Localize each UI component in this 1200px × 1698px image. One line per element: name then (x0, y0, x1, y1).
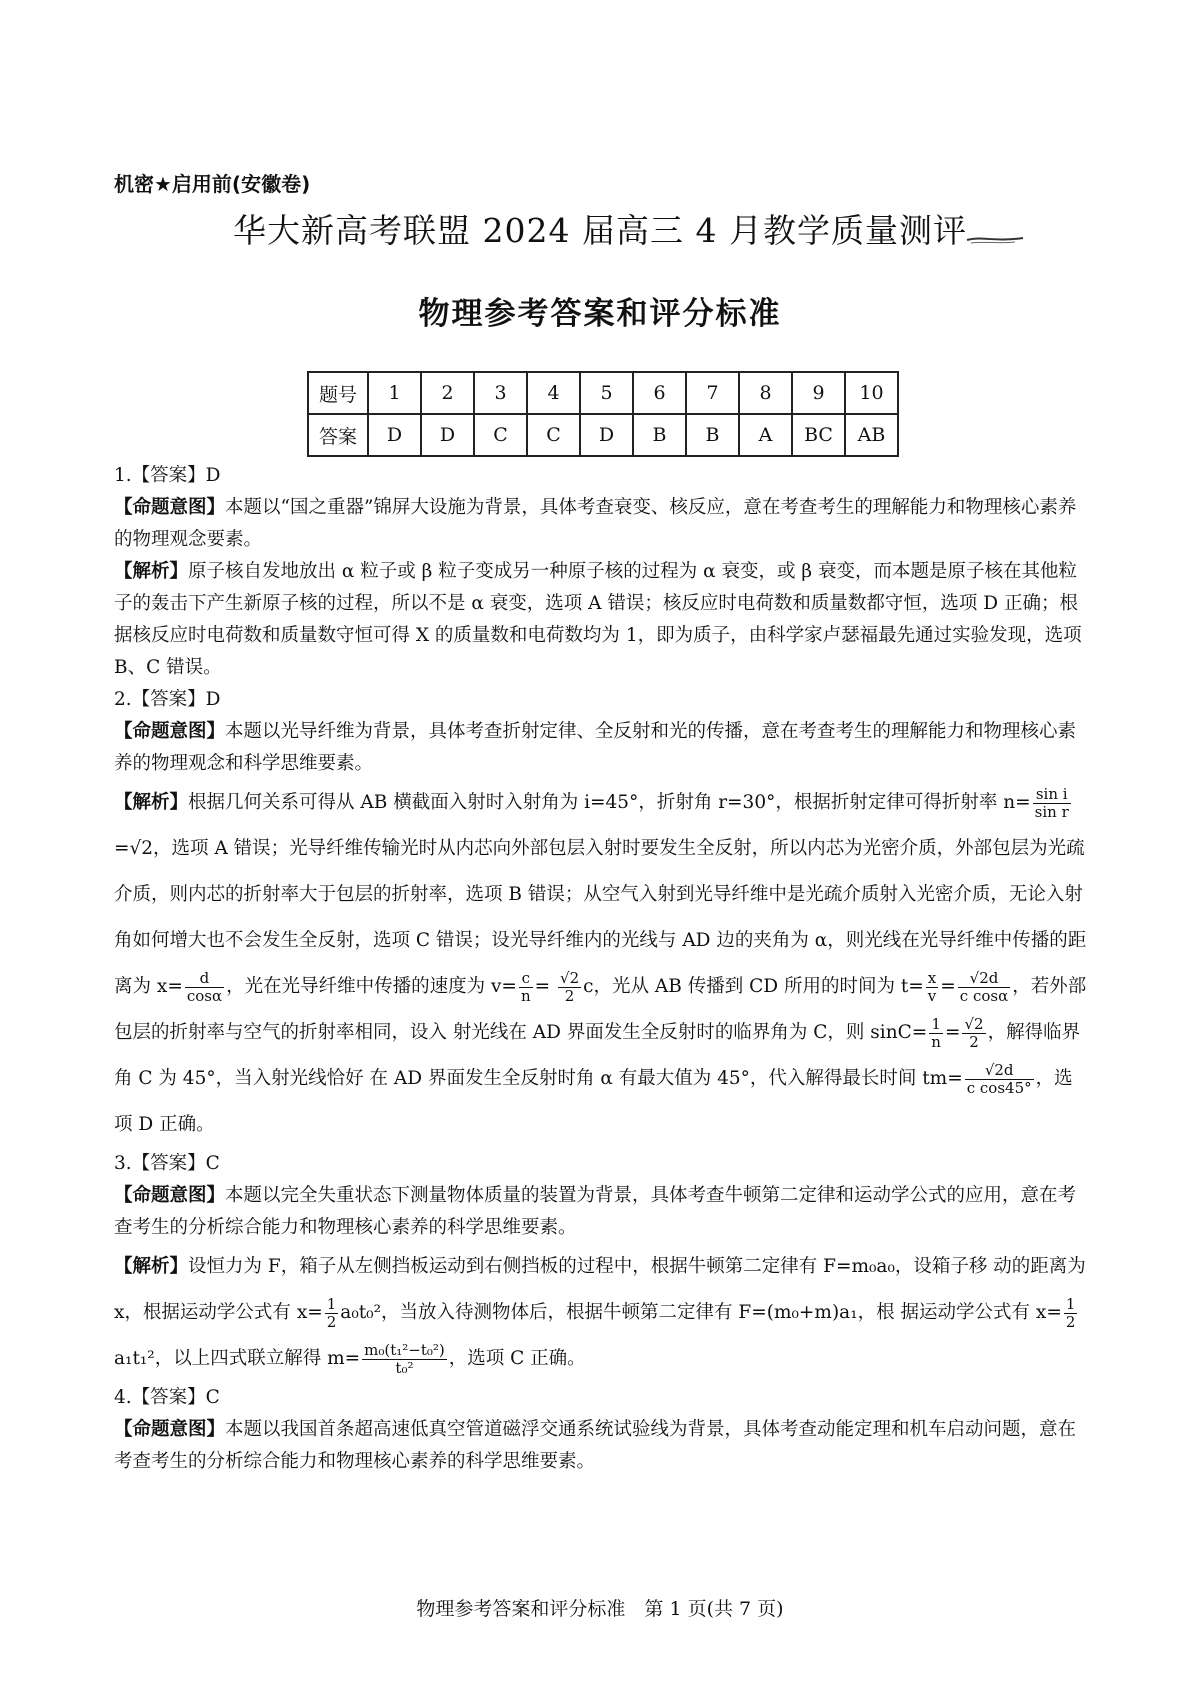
q2-formula-text: =√2，选项 A 错误；光导纤维传输光时从内芯向外部包层入射时要发生全反射，所以内芯为光密介质，外部包层为光疏介质，则内芯的折射率大于包层的折射率，选项 B 错误；从空气入射到光导纤维中是光疏介质射入光密介质，无论入射角如何增大也不会发生全反射，选项 C 错误；设光导纤维内的光线与 (114, 838, 1085, 951)
q4-intent (114, 1414, 1090, 1478)
document-subtitle: 物理参考答案和评分标准 (418, 296, 782, 332)
q2-analysis-text: 根据几何关系可得从 AB 横截面入射时入射角为 i=45°，折射角 r=30°，根据折射定律可得折射率 (188, 792, 998, 813)
fraction (519, 970, 533, 1005)
fraction-denominator: n (931, 1032, 941, 1051)
fraction-numerator: √2d (958, 970, 1010, 988)
fraction (926, 970, 938, 1005)
intent-tag: 【命题意图】 (114, 1419, 226, 1440)
q2-formula-text: = (534, 976, 551, 997)
answer-table (307, 371, 899, 457)
fraction-denominator: 2 (969, 1032, 979, 1051)
analysis-tag: 【解析】 (114, 1256, 189, 1277)
fraction-numerator: √2 (560, 968, 580, 987)
fraction-numerator: √2d (965, 1062, 1034, 1080)
fraction-denominator: v (927, 986, 937, 1005)
confidential-label: 机密★启用前(安徽卷) (114, 172, 311, 196)
row-label-answer: 答案 (308, 414, 368, 456)
table-cell: 7 (686, 372, 739, 414)
fraction-numerator: 1 (929, 1016, 943, 1034)
q2-formula-text: ，若外部包层的折射率与空气的折射率相同，设入 (114, 976, 1087, 1043)
fraction-denominator: t₀² (395, 1358, 414, 1377)
fraction (962, 1016, 985, 1051)
fraction-denominator: cosα (186, 986, 223, 1005)
fraction-numerator: m₀(t₁²−t₀²) (364, 1340, 445, 1359)
table-cell: 9 (792, 372, 845, 414)
fraction (558, 970, 581, 1005)
table-cell: AB (845, 414, 898, 456)
table-cell: BC (792, 414, 845, 456)
table-cell: 8 (739, 372, 792, 414)
answer-body (114, 460, 1090, 1478)
page-footer: 物理参考答案和评分标准 第 1 页(共 7 页) (416, 1598, 784, 1620)
table-cell: 1 (368, 372, 421, 414)
q3-answer-heading: 3.【答案】C (114, 1153, 220, 1174)
q1-intent (114, 492, 1090, 556)
q1-answer-heading: 1.【答案】D (114, 465, 221, 486)
fraction-numerator: d (185, 970, 224, 988)
fraction-denominator: 2 (564, 986, 575, 1005)
fraction (185, 970, 224, 1005)
table-cell: 10 (845, 372, 898, 414)
q4-answer-heading: 4.【答案】C (114, 1387, 220, 1408)
q2-formula-text: = (944, 1022, 961, 1043)
fraction (1033, 786, 1071, 821)
q1-analysis-text: 原子核自发地放出 α 粒子或 β 粒子变成另一种原子核的过程为 α 衰变，或 β 衰变，而本题是原子核在其他粒子的轰击下产生新原子核的过程，所以不是 α 衰变，选项 A 错误；核反应时电荷数和质量数都守恒，选项 D 正确；根据核反应时电荷数和质量数守恒可得 X 的质量数和电荷数均为 1，即为质子，由科学家卢瑟福最先通过实验发现，选项 B、C 错误。 (114, 561, 1082, 678)
fraction-denominator: 2 (326, 1312, 337, 1331)
table-cell: 3 (474, 372, 527, 414)
table-cell: C (527, 414, 580, 456)
table-cell: D (421, 414, 474, 456)
intent-tag: 【命题意图】 (114, 497, 226, 518)
intent-tag: 【命题意图】 (114, 721, 226, 742)
table-cell: B (633, 414, 686, 456)
q2-analysis (114, 780, 1090, 1148)
table-row (308, 372, 898, 414)
fraction-denominator: c cosα (959, 986, 1009, 1005)
exam-title: 华大新高考联盟 2024 届高三 4 月教学质量测评 (233, 211, 967, 250)
q2-formula-text: 在 AD 界面发生全反射时角 α 有最大值为 45°，代入解得最长时间 tm= (369, 1068, 963, 1089)
table-cell: B (686, 414, 739, 456)
analysis-tag: 【解析】 (114, 792, 189, 813)
q2-formula-text: ，解得临界角 C 为 45°，当入射光线恰好 (114, 1022, 1081, 1089)
fraction (965, 1062, 1034, 1097)
q2-formula-text: n= (1003, 792, 1031, 813)
q2-intent-text: 本题以光导纤维为背景，具体考查折射定律、全反射和光的传播，意在考查考生的理解能力和物理核心素养的物理观念和科学思维要素。 (114, 721, 1077, 774)
q2-formula-text: ，光在光导纤维中传播的速度为 v= (226, 976, 517, 997)
q3-formula-text: a₁t₁²，以上四式联立解得 m= (114, 1348, 361, 1369)
fraction (929, 1016, 943, 1051)
fraction (362, 1342, 447, 1377)
q1-intent-text: 本题以“国之重器”锦屏大设施为背景，具体考查衰变、核反应，意在考查考生的理解能力和物理核心素养的物理观念要素。 (114, 497, 1077, 550)
table-cell: 6 (633, 372, 686, 414)
table-cell: 5 (580, 372, 633, 414)
intent-tag: 【命题意图】 (114, 1185, 226, 1206)
row-label-number: 题号 (308, 372, 368, 414)
table-cell: C (474, 414, 527, 456)
table-cell: 4 (527, 372, 580, 414)
fraction (1064, 1296, 1078, 1331)
table-cell: A (739, 414, 792, 456)
q2-formula-text: 射光线在 AD 界面发生全反射时的临界角为 C，则 sinC= (452, 1022, 928, 1043)
q3-intent-text: 本题以完全失重状态下测量物体质量的装置为背景，具体考查牛顿第二定律和运动学公式的应用，意在考查考生的分析综合能力和物理核心素养的科学思维要素。 (114, 1185, 1077, 1238)
q4-intent-text: 本题以我国首条超高速低真空管道磁浮交通系统试验线为背景，具体考查动能定理和机车启动问题，意在考查考生的分析综合能力和物理核心素养的科学思维要素。 (114, 1419, 1077, 1472)
fraction (325, 1296, 339, 1331)
q2-formula-text: c，光从 AB 传播到 CD 所用的时间为 t= (583, 976, 924, 997)
q2-formula-text: AD 边的夹角为 α，则光线在光导纤维中传播的距离为 x= (114, 930, 1087, 997)
fraction-denominator: n (520, 986, 531, 1005)
q3-analysis-text: 设恒力为 F，箱子从左侧挡板运动到右侧挡板的过程中，根据牛顿第二定律有 F=m₀a₀，设箱子移 (188, 1256, 988, 1277)
fraction-numerator: c (519, 970, 533, 988)
table-cell: 2 (421, 372, 474, 414)
q3-formula-text: ，选项 C 正确。 (448, 1348, 586, 1369)
fraction-numerator: 1 (1065, 1294, 1076, 1313)
fraction-numerator: x (926, 970, 938, 988)
q3-analysis (114, 1244, 1090, 1382)
fraction (958, 970, 1010, 1005)
ink-smudge-icon (965, 232, 1025, 248)
q1-analysis (114, 556, 1090, 684)
q3-formula-text: 动的距离为 x，根据运动学公式有 x= (114, 1256, 1086, 1323)
q2-answer-heading: 2.【答案】D (114, 689, 221, 710)
q2-intent (114, 716, 1090, 780)
fraction-denominator: 2 (1065, 1312, 1076, 1331)
table-cell: D (368, 414, 421, 456)
q2-formula-text: ，选项 D 正确。 (114, 1068, 1073, 1135)
q3-formula-text: a₀t₀²，当放入待测物体后，根据牛顿第二定律有 F=(m₀+m)a₁，根 (340, 1302, 895, 1323)
q3-intent (114, 1180, 1090, 1244)
analysis-tag: 【解析】 (114, 561, 189, 582)
table-cell: D (580, 414, 633, 456)
q2-formula-text: = (940, 976, 956, 997)
fraction-numerator: 1 (326, 1294, 337, 1313)
table-row (308, 414, 898, 456)
q3-formula-text: 据运动学公式有 x= (900, 1302, 1062, 1323)
fraction-numerator: √2 (964, 1014, 984, 1033)
fraction-numerator: sin i (1033, 786, 1071, 804)
fraction-denominator: sin r (1034, 802, 1069, 821)
fraction-denominator: c cos45° (966, 1078, 1032, 1097)
